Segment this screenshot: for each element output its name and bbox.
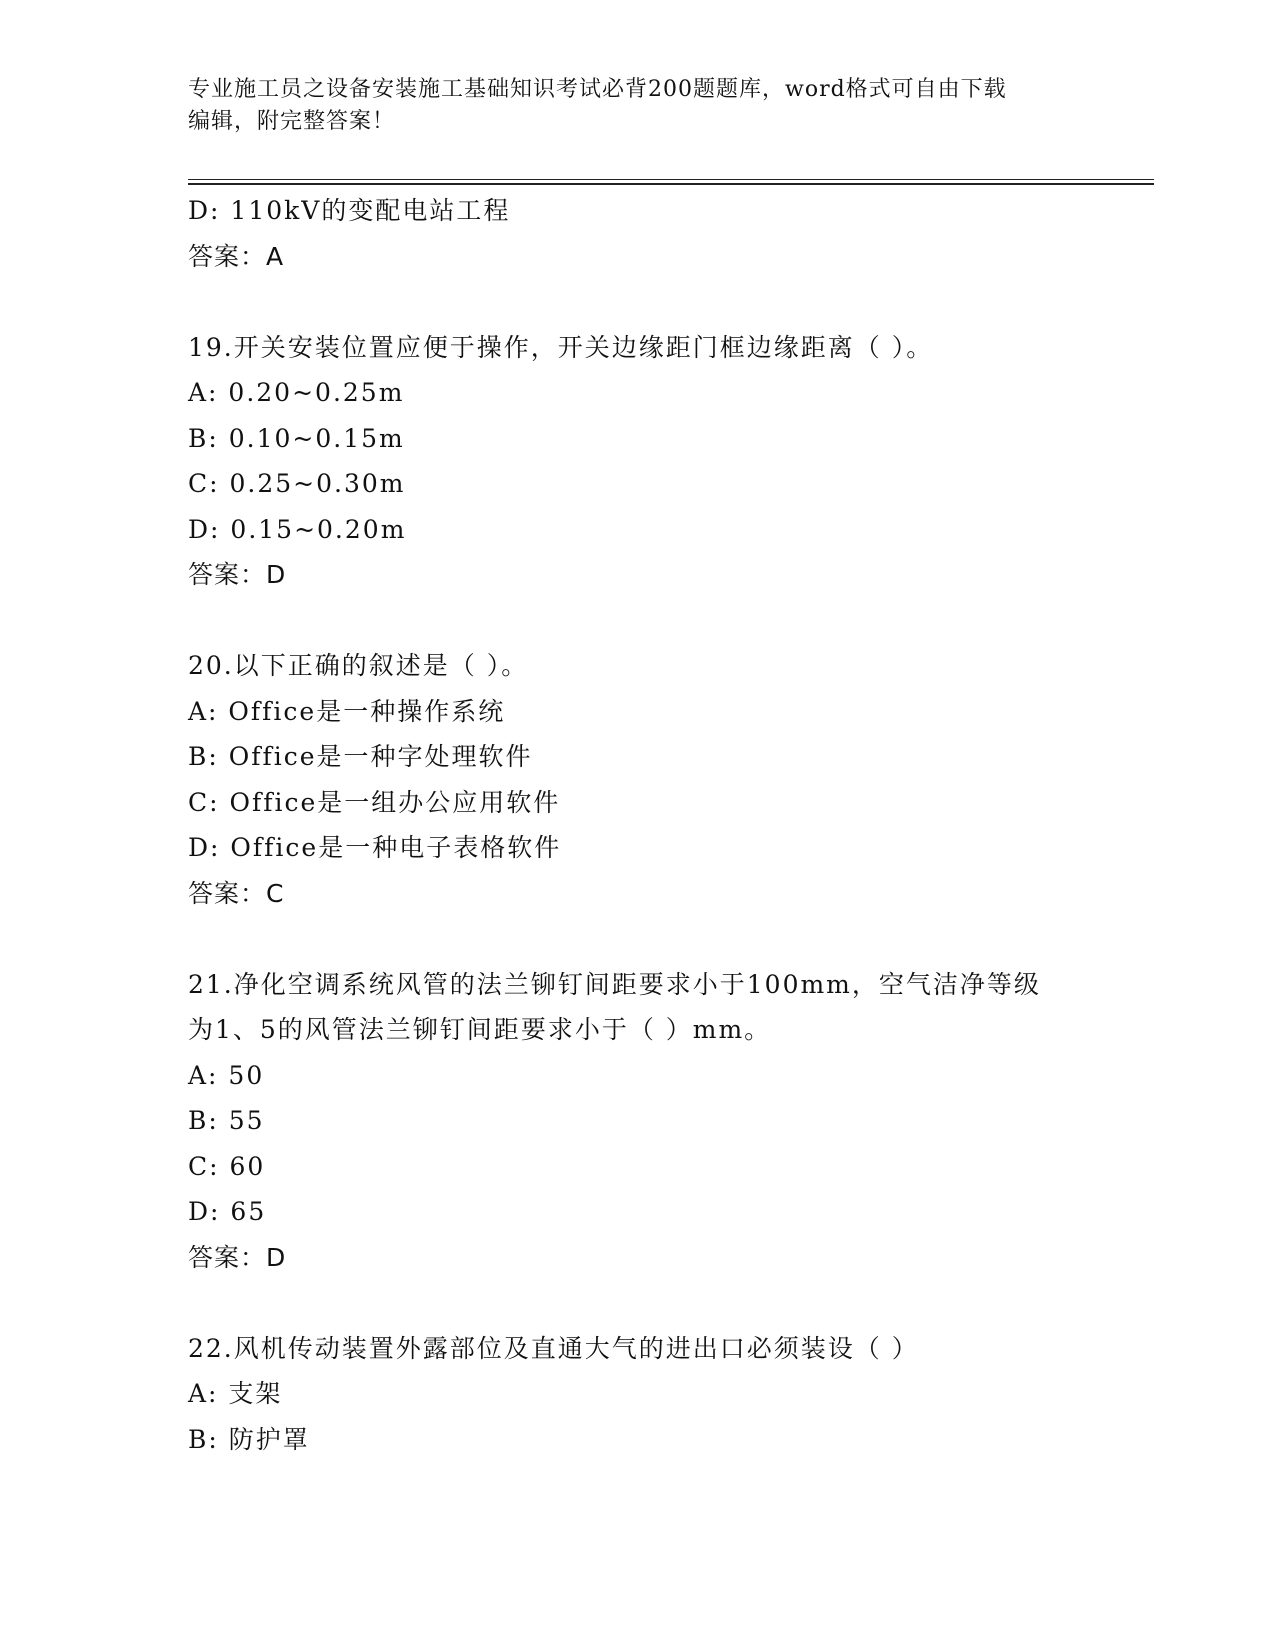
question-stem-21-line-1: 21.净化空调系统风管的法兰铆钉间距要求小于100mm，空气洁净等级 xyxy=(188,969,1041,999)
spacer xyxy=(188,598,1088,644)
option-b: B: Office是一种字处理软件 xyxy=(188,742,533,771)
answer-label: 答案：D xyxy=(188,1242,287,1272)
header-divider-thick xyxy=(188,183,1154,185)
question-stem-21-line-2: 为1、5的风管法兰铆钉间距要求小于（ ）mm。 xyxy=(188,1015,772,1044)
option-b: B: 0.10~0.15m xyxy=(188,423,405,453)
header-title-line-2: 编辑，附完整答案！ xyxy=(188,109,396,134)
option-c: C: 0.25~0.30m xyxy=(188,469,406,498)
answer-label: 答案：C xyxy=(188,878,285,908)
option-a: A: 支架 xyxy=(188,1379,283,1408)
option-b: B: 防护罩 xyxy=(188,1424,310,1454)
answer-label: 答案：A xyxy=(188,241,285,271)
spacer xyxy=(188,279,1088,325)
document-header xyxy=(188,74,1088,138)
header-title-line-1: 专业施工员之设备安装施工基础知识考试必背200题题库，word格式可自由下载 xyxy=(188,77,1007,102)
spacer xyxy=(188,916,1088,962)
option-c: C: 60 xyxy=(188,1151,266,1181)
option-d: D: 65 xyxy=(188,1197,267,1226)
question-stem-22: 22.风机传动装置外露部位及直通大气的进出口必须装设（ ） xyxy=(188,1333,919,1363)
question-stem-19: 19.开关安装位置应便于操作，开关边缘距门框边缘距离（ ）。 xyxy=(188,332,934,362)
option-b: B: 55 xyxy=(188,1106,265,1135)
header-divider-thin xyxy=(188,179,1154,180)
option-a: A: Office是一种操作系统 xyxy=(188,696,506,726)
option-d: D: 0.15~0.20m xyxy=(188,514,407,544)
answer-label: 答案：D xyxy=(188,560,287,589)
option-a: A: 0.20~0.25m xyxy=(188,378,405,407)
option-a: A: 50 xyxy=(188,1060,265,1090)
question-list xyxy=(188,188,1088,1462)
option-d: D: 110kV的变配电站工程 xyxy=(188,196,511,225)
question-stem-20: 20.以下正确的叙述是（ ）。 xyxy=(188,651,529,680)
spacer xyxy=(188,1280,1088,1326)
option-d: D: Office是一种电子表格软件 xyxy=(188,833,562,862)
option-c: C: Office是一组办公应用软件 xyxy=(188,787,561,817)
